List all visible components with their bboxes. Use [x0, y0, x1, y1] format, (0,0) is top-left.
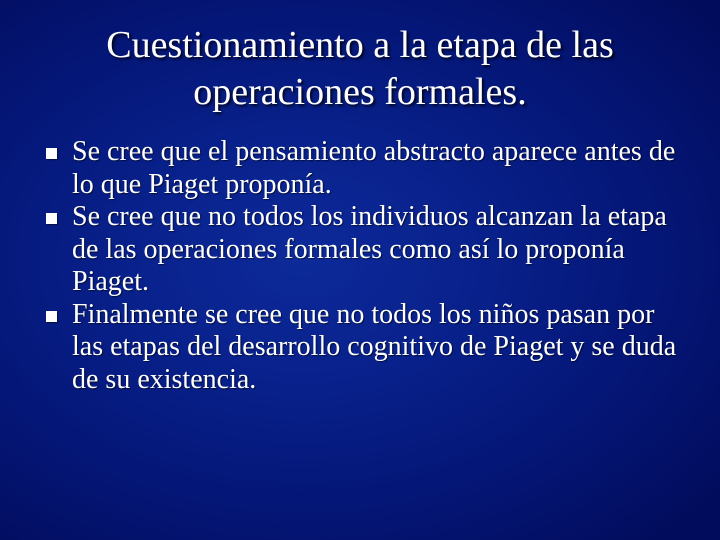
bullet-list: [0, 136, 720, 396]
square-bullet-icon: [46, 213, 57, 224]
slide-title: Cuestionamiento a la etapa de las operaciones formales.: [106, 24, 614, 113]
bullet-item: [0, 201, 720, 299]
bullet-text: Se cree que no todos los individuos alcanzan la etapa de las operaciones formales como así lo proponía Piaget.: [72, 201, 667, 297]
bullet-text: Finalmente se cree que no todos los niños pasan por las etapas del desarrollo cognitivo de Piaget y se duda de su existencia.: [72, 298, 677, 395]
bullet-item: [0, 299, 720, 397]
square-bullet-icon: [46, 311, 57, 322]
bullet-text: Se cree que el pensamiento abstracto aparece antes de lo que Piaget proponía.: [72, 136, 676, 200]
bullet-item: [0, 136, 720, 201]
square-bullet-icon: [46, 148, 57, 159]
